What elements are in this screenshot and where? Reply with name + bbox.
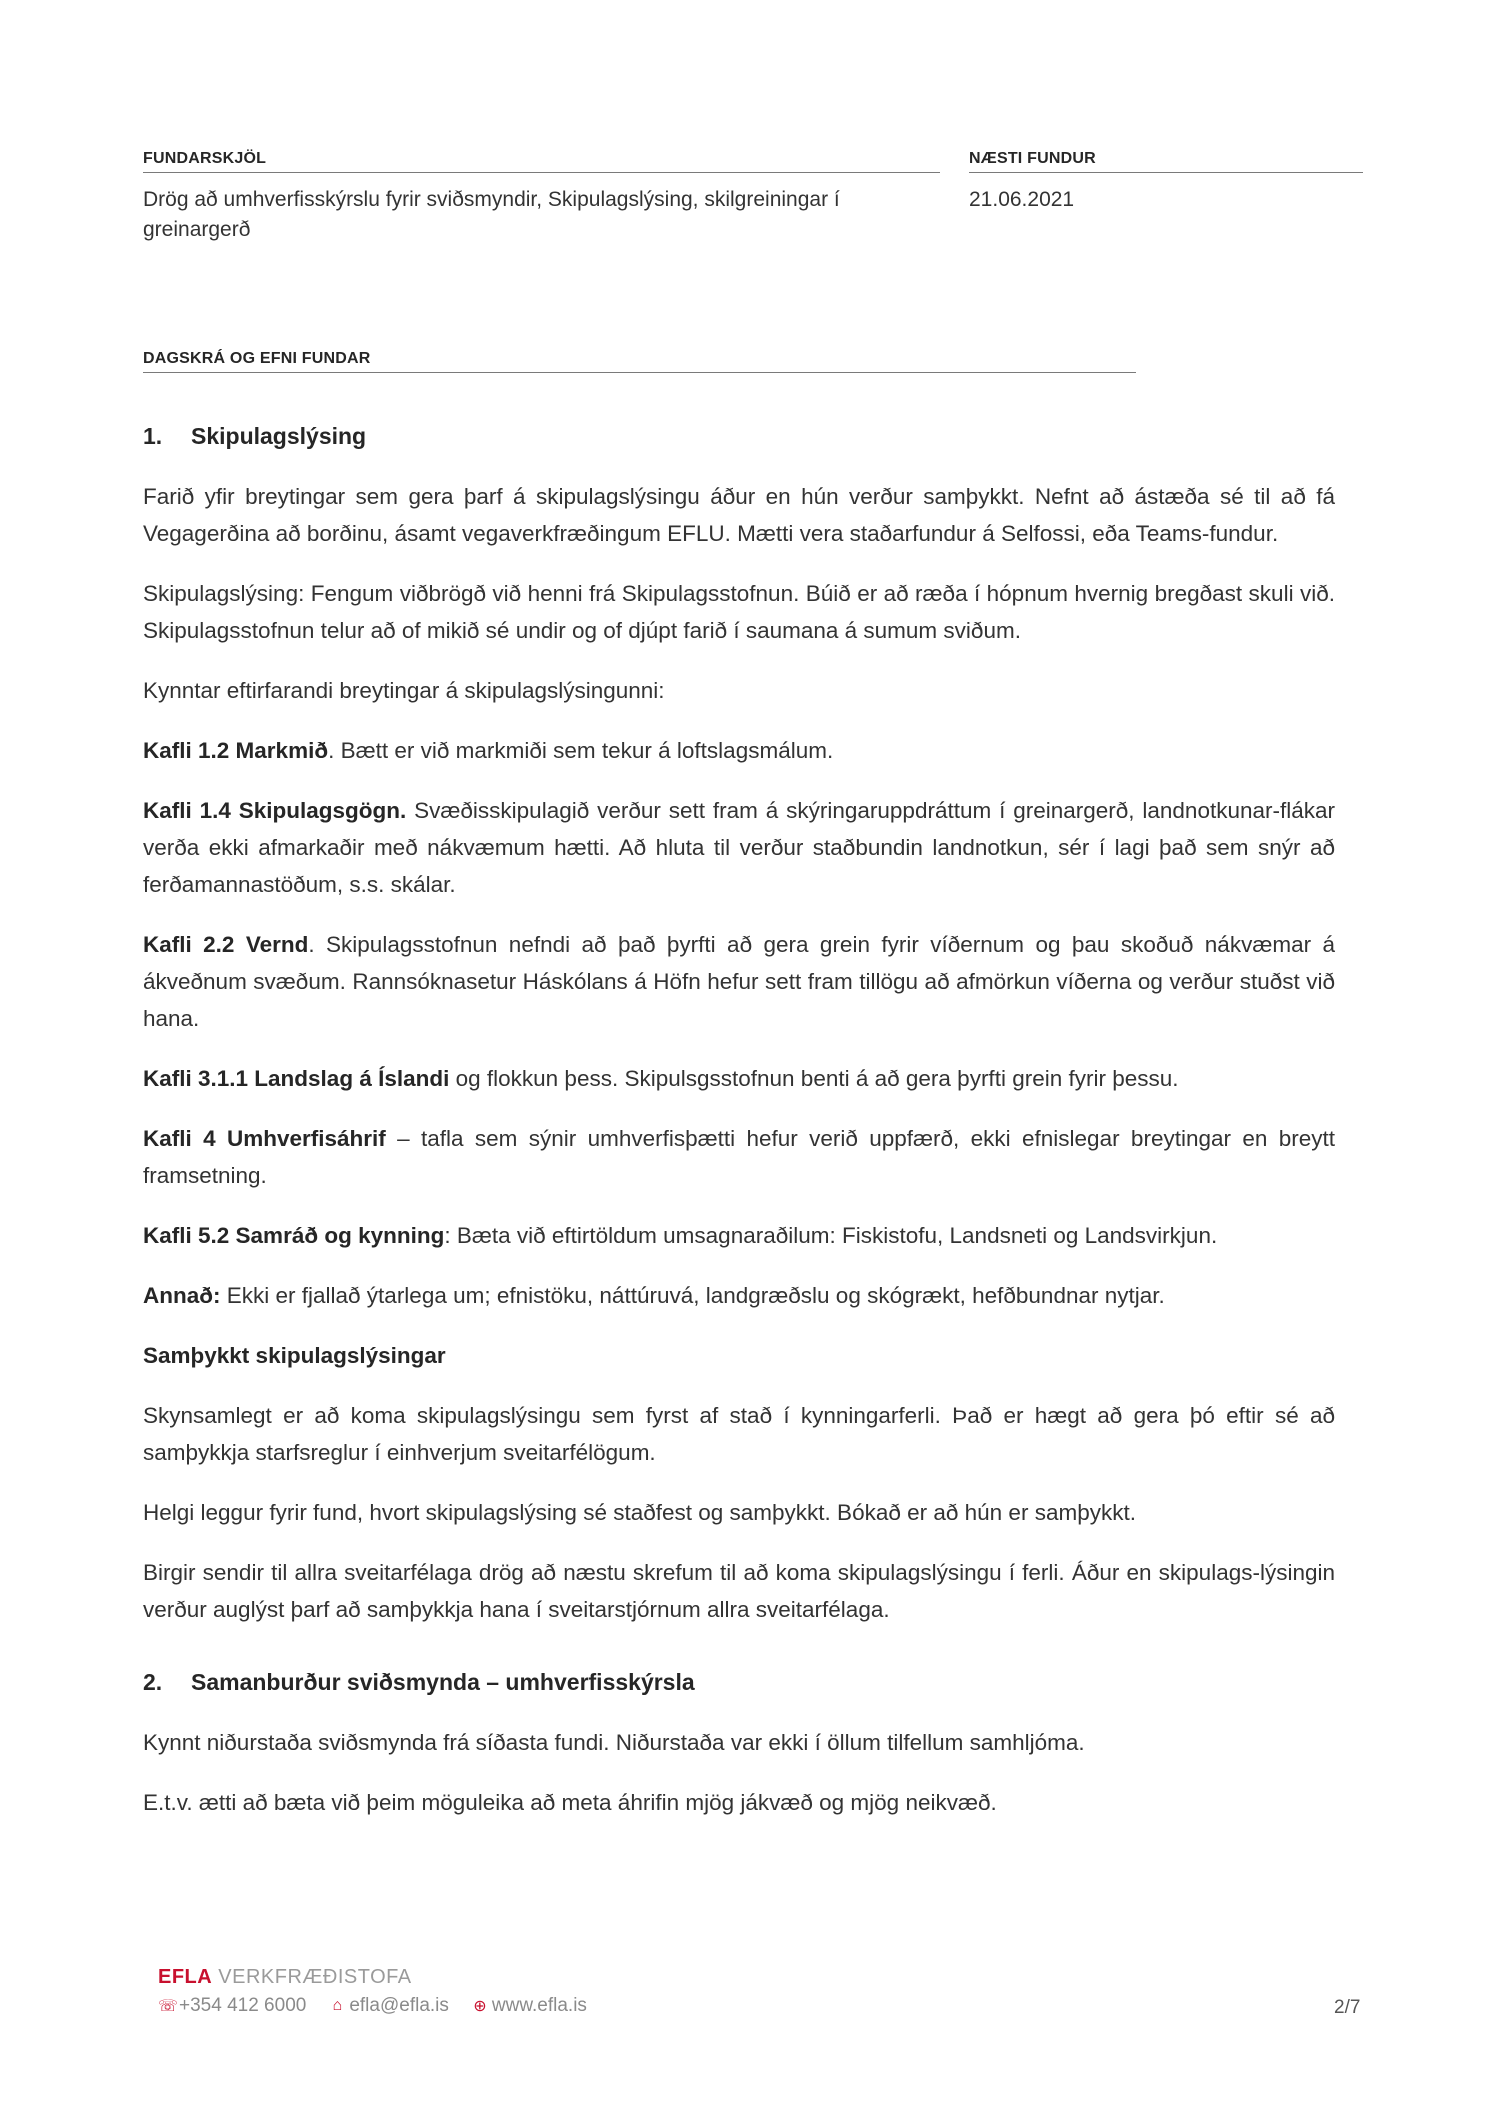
chapter-item-text: : Bæta við eftirtöldum umsagnaraðilum: Fiskistofu, Landsneti og Landsvirkjun. <box>444 1223 1218 1248</box>
section-1-paragraph: Kynntar eftirfarandi breytingar á skipulagslýsingunni: <box>143 678 665 703</box>
chapter-item <box>143 1217 1335 1254</box>
document-body <box>143 418 1335 1821</box>
naesti-fundur-date: 21.06.2021 <box>969 188 1075 211</box>
chapter-item-text: og flokkun þess. Skipulsgsstofnun benti á að gera þyrfti grein fyrir þessu. <box>449 1066 1179 1091</box>
email-contact[interactable] <box>328 1995 449 2017</box>
home-icon: ⌂ <box>332 1997 343 2014</box>
phone-contact[interactable] <box>158 1995 306 2017</box>
chapter-item-text: – tafla sem sýnir umhverfisþætti hefur verið uppfærð, ekki efnislegar breytingar en breytt framsetning. <box>143 1126 1335 1188</box>
web-contact[interactable] <box>471 1995 587 2017</box>
chapter-item <box>143 926 1335 1037</box>
section-1-paragraph: Farið yfir breytingar sem gera þarf á skipulagslýsingu áður en hún verður samþykkt. Nefnt að ástæða sé til að fá Vegagerðina að borðinu, ásamt vegaverkfræðingum EFLU. Mætti vera staðarfundur á Selfossi, eða Teams-fundur. <box>143 484 1335 546</box>
chapter-item-title: Kafli 5.2 Samráð og kynning <box>143 1223 445 1248</box>
chapter-item-title: Kafli 3.1.1 Landslag á Íslandi <box>143 1066 450 1091</box>
fundarskjol-label: FUNDARSKJÖL <box>143 150 940 173</box>
page-number: 2/7 <box>1334 1997 1361 2018</box>
agenda-label: DAGSKRÁ OG EFNI FUNDAR <box>143 350 1136 373</box>
section-1-number: 1. <box>143 423 163 449</box>
chapter-item <box>143 792 1335 903</box>
chapter-item-text: . Skipulagsstofnun nefndi að það þyrfti að gera grein fyrir víðernum og þau skoðuð nákvæmar á ákveðnum svæðum. Rannsóknasetur Háskólans á Höfn hefur sett fram tillögu að afmörkun víðerna og verður stuðst við hana. <box>143 932 1336 1031</box>
phone-icon: ☏ <box>158 1998 179 2015</box>
section-1-paragraph: Skynsamlegt er að koma skipulagslýsingu sem fyrst af stað í kynningarferli. Það er hægt að gera þó eftir sé að samþykkja starfsreglur í einhverjum sveitarfélögum. <box>143 1403 1335 1465</box>
footer <box>158 1966 587 2017</box>
chapter-item-title: Kafli 4 Umhverfisáhrif <box>143 1126 386 1151</box>
efla-logo: EFLA VERKFRÆÐISTOFA <box>158 1966 412 1988</box>
phone-text: +354 412 6000 <box>179 1995 307 2016</box>
chapter-item <box>143 1120 1335 1194</box>
section-1-paragraph: Helgi leggur fyrir fund, hvort skipulagslýsing sé staðfest og samþykkt. Bókað er að hún er samþykkt. <box>143 1500 1136 1525</box>
contact-line <box>158 1995 587 2017</box>
email-text: efla@efla.is <box>349 1995 449 2016</box>
globe-icon: ⊕ <box>473 1998 487 2015</box>
section-2-paragraph: E.t.v. ætti að bæta við þeim möguleika að meta áhrifin mjög jákvæð og mjög neikvæð. <box>143 1790 997 1815</box>
section-1-heading <box>143 418 1335 455</box>
section-2-number: 2. <box>143 1669 163 1695</box>
chapter-item <box>143 732 1335 769</box>
chapter-item-title: Kafli 1.4 Skipulagsgögn. <box>143 798 407 823</box>
web-text: www.efla.is <box>491 1995 587 2016</box>
chapter-item-title: Kafli 2.2 Vernd <box>143 932 309 957</box>
subheading-samthykkt: Samþykkt skipulagslýsingar <box>143 1343 446 1368</box>
section-1-title: Skipulagslýsing <box>191 423 367 449</box>
chapter-item <box>143 1060 1335 1097</box>
naesti-fundur-label: NÆSTI FUNDUR <box>969 150 1363 173</box>
chapter-item-title: Annað: <box>143 1283 221 1308</box>
chapter-item-title: Kafli 1.2 Markmið <box>143 738 329 763</box>
chapter-item-text: Svæðisskipulagið verður sett fram á skýringaruppdráttum í greinargerð, landnotkunar-flákar verða ekki afmarkaðir með nákvæmum hætti. Að hluta til verður staðbundin landnotkun, sér í lagi það sem snýr að ferðamannastöðum, s.s. skálar. <box>143 798 1336 897</box>
agenda-header <box>143 350 1136 373</box>
section-2-paragraph: Kynnt niðurstaða sviðsmynda frá síðasta fundi. Niðurstaða var ekki í öllum tilfellum samhljóma. <box>143 1730 1085 1755</box>
section-2-title: Samanburður sviðsmynda – umhverfisskýrsla <box>191 1669 695 1695</box>
header-left <box>143 150 940 245</box>
chapter-item-text: . Bætt er við markmiði sem tekur á loftslagsmálum. <box>328 738 834 763</box>
fundarskjol-text: Drög að umhverfisskýrslu fyrir sviðsmyndir, Skipulagslýsing, skilgreiningar í greinargerð <box>143 188 840 241</box>
section-2-heading <box>143 1664 1335 1701</box>
section-1-paragraph: Skipulagslýsing: Fengum viðbrögð við henni frá Skipulagsstofnun. Búið er að ræða í hópnum hvernig bregðast skuli við. Skipulagsstofnun telur að of mikið sé undir og of djúpt farið í saumana á sumum sviðum. <box>143 581 1335 643</box>
section-1-paragraph: Birgir sendir til allra sveitarfélaga drög að næstu skrefum til að koma skipulagslýsingu í ferli. Áður en skipulags-lýsingin verður auglýst þarf að samþykkja hana í sveitarstjórnum allra sveitarfélaga. <box>143 1560 1335 1622</box>
chapter-item <box>143 1277 1335 1314</box>
chapter-item-text: Ekki er fjallað ýtarlega um; efnistöku, náttúruvá, landgræðslu og skógrækt, hefðbundnar nytjar. <box>220 1283 1165 1308</box>
header-right <box>969 150 1363 215</box>
